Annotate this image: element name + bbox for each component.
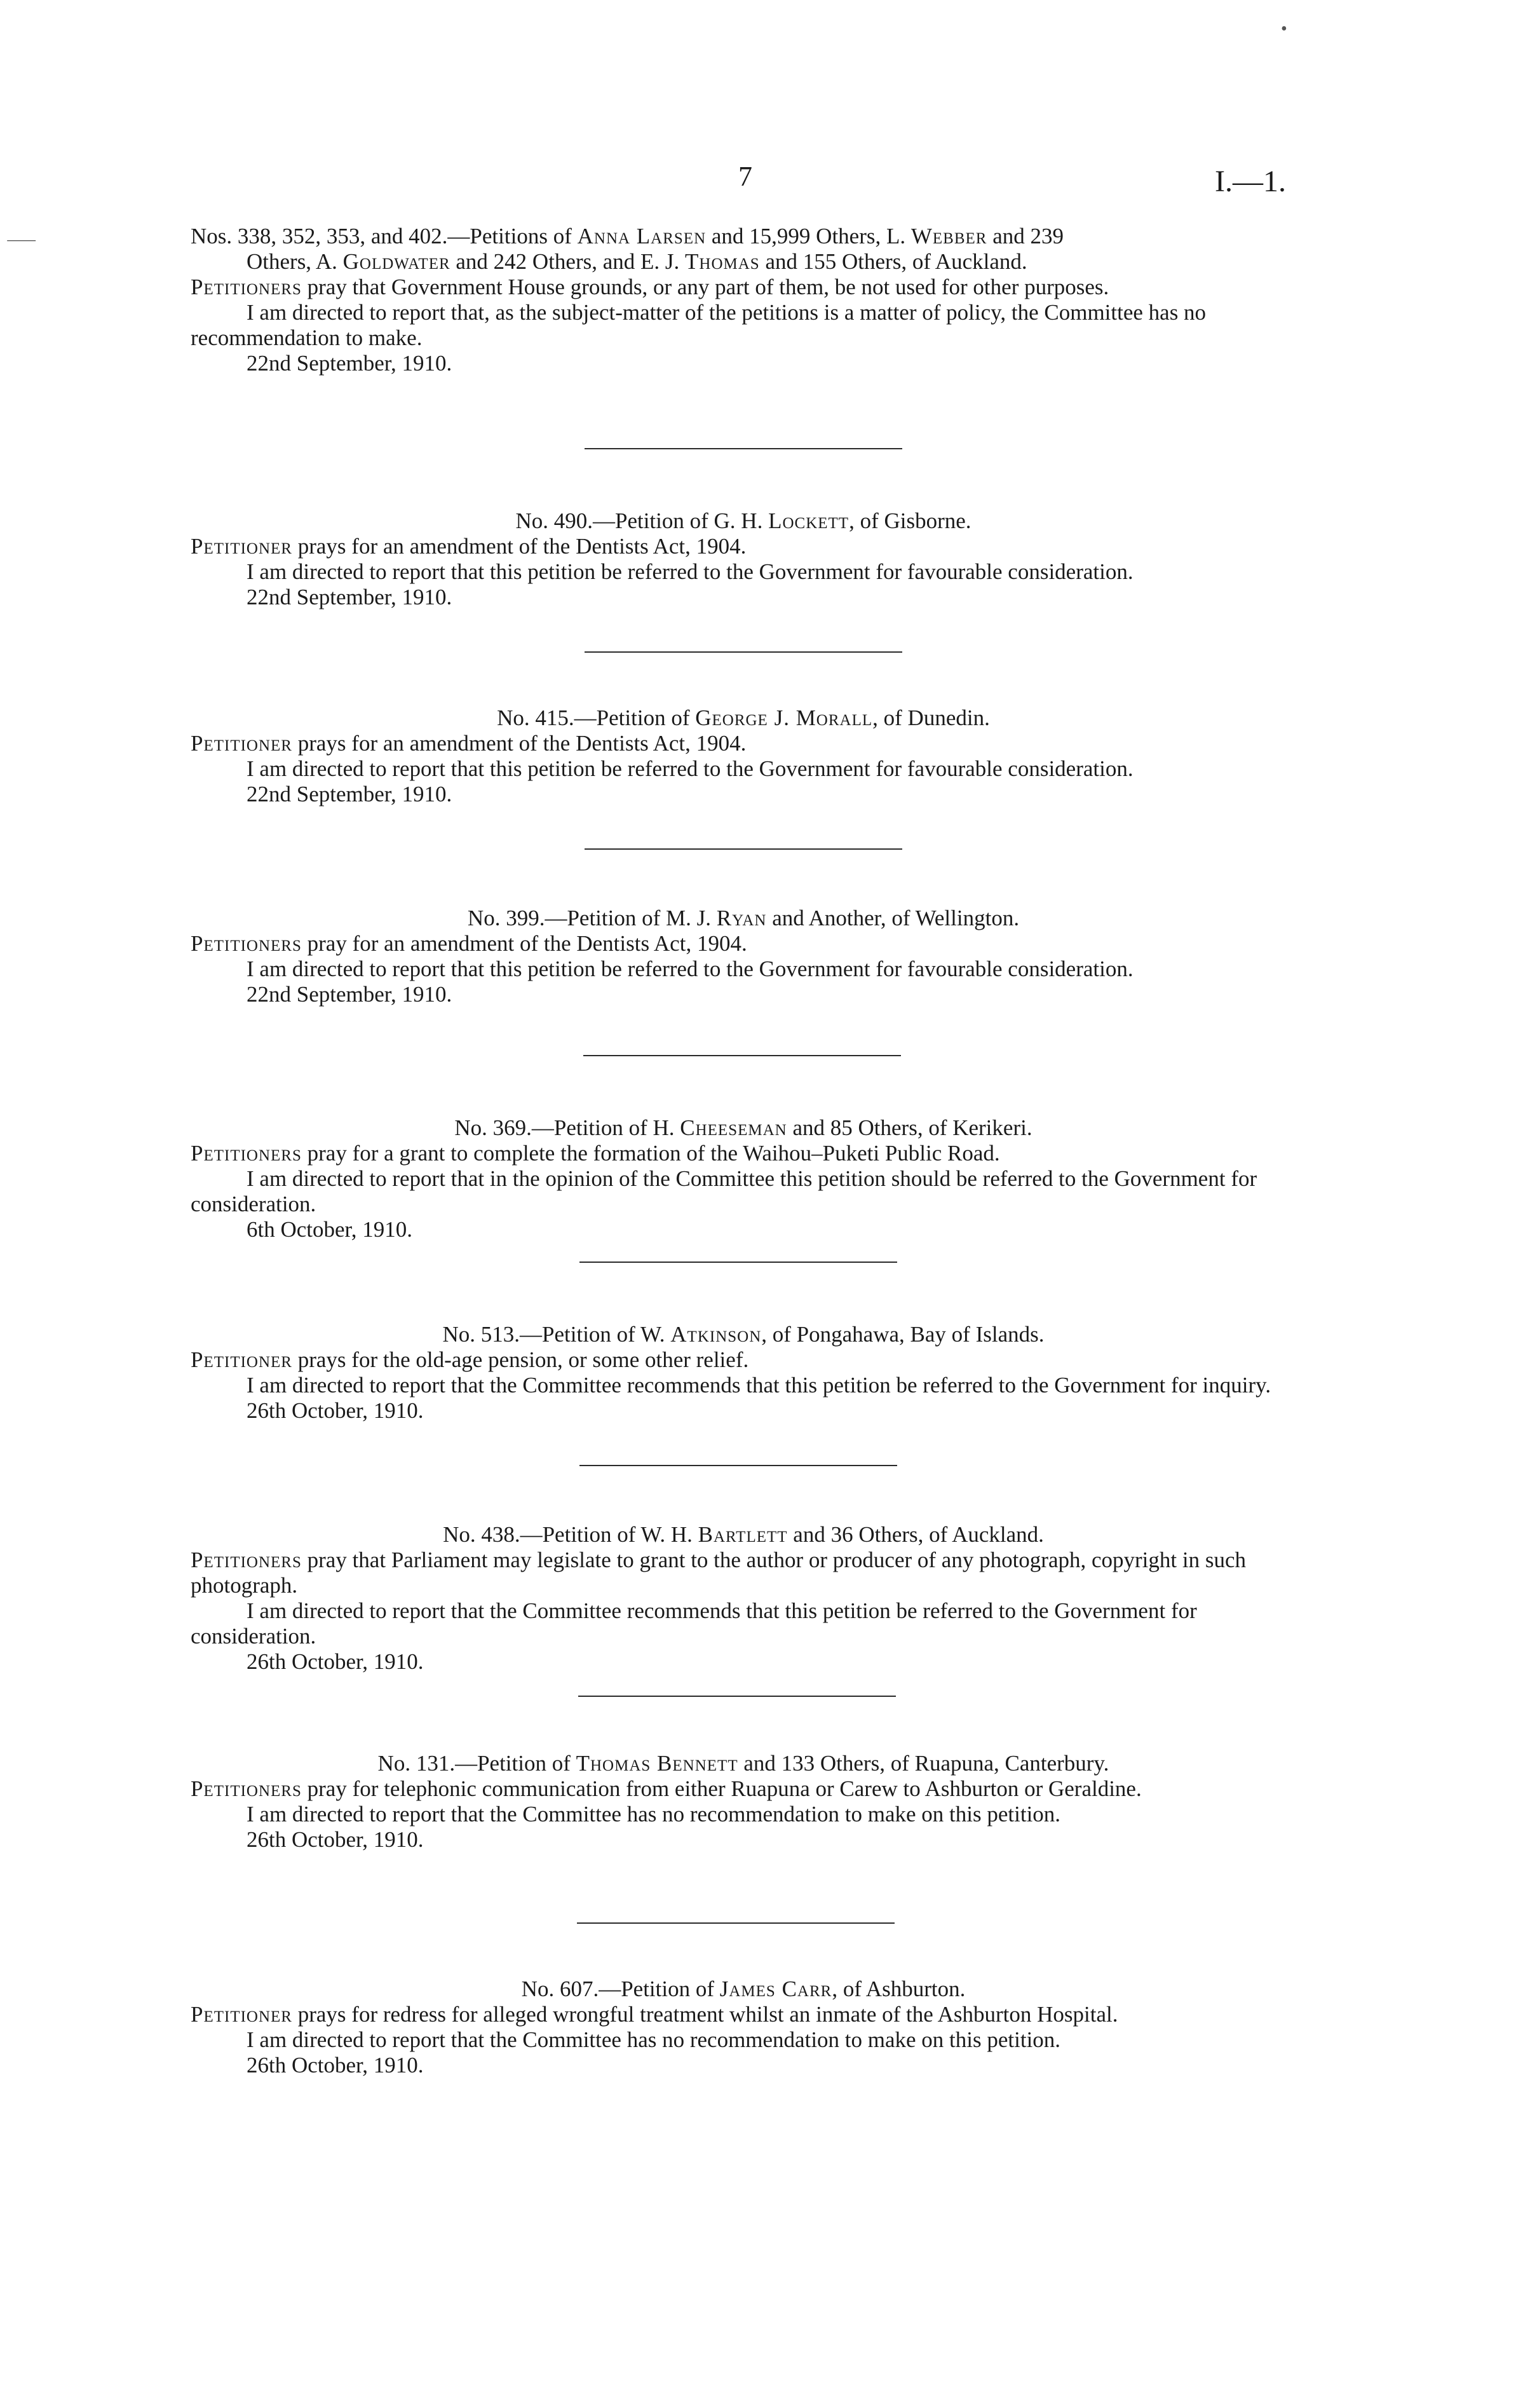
entry-date: 26th October, 1910. (247, 1649, 424, 1674)
entry-title: No. 513.—Petition of W. Atkinson, of Pongahawa, Bay of Islands. (442, 1322, 1045, 1347)
petition-entry (191, 1522, 1296, 1675)
entry-title: No. 369.—Petition of H. Cheeseman and 85 Others, of Kerikeri. (454, 1115, 1032, 1140)
petitioner-name: Thomas Bennett (576, 1751, 738, 1776)
petitioner-name: James Carr (719, 1976, 832, 2001)
petitioner-name: Anna Larsen (577, 224, 707, 248)
petition-entry (191, 1115, 1296, 1242)
entry-title: No. 438.—Petition of W. H. Bartlett and 36 Others, of Auckland. (443, 1522, 1044, 1547)
entry-report: I am directed to report that, as the subject-matter of the petitions is a matter of policy, the Committee has no recommendation to make. (191, 300, 1207, 350)
entry-report: I am directed to report that this petition be referred to the Government for favourable consideration. (247, 559, 1134, 584)
entry-prayer: Petitioners pray for an amendment of the Dentists Act, 1904. (191, 931, 747, 956)
entry-prayer: Petitioners pray for telephonic communication from either Ruapuna or Carew to Ashburton or Geraldine. (191, 1776, 1142, 1801)
entry-prayer: Petitioner prays for redress for alleged wrongful treatment whilst an inmate of the Ashburton Hospital. (191, 2002, 1118, 2027)
petition-entry (191, 705, 1296, 807)
entry-date: 26th October, 1910. (247, 1398, 424, 1423)
page-number: 7 (738, 161, 752, 192)
petition-entry (191, 508, 1296, 610)
entry-prayer: Petitioners pray that Government House grounds, or any part of them, be not used for other purposes. (191, 275, 1109, 299)
petition-entry-338 (191, 224, 1296, 376)
entry-report: I am directed to report that the Committee has no recommendation to make on this petition. (247, 2027, 1061, 2052)
section-divider (585, 651, 902, 653)
entry-title: Nos. 338, 352, 353, and 402.—Petitions of Anna Larsen and 15,999 Others, L. Webber and 239 (191, 224, 1064, 248)
petition-entry (191, 1322, 1296, 1424)
entry-date: 22nd September, 1910. (247, 351, 452, 376)
entry-date: 22nd September, 1910. (247, 585, 452, 609)
section-divider (579, 1465, 897, 1466)
petition-entry (191, 906, 1296, 1007)
entry-report: I am directed to report that the Committee recommends that this petition be referred to the Government for inquiry. (247, 1373, 1271, 1398)
entry-date: 6th October, 1910. (247, 1217, 413, 1242)
entry-title: No. 415.—Petition of George J. Morall, of Dunedin. (497, 705, 990, 730)
entry-report: I am directed to report that the Committee has no recommendation to make on this petition. (247, 1802, 1061, 1826)
petitioner-name: Thomas (685, 249, 760, 274)
entry-title: No. 399.—Petition of M. J. Ryan and Another, of Wellington. (467, 906, 1020, 930)
entry-date: 26th October, 1910. (247, 2053, 424, 2078)
entry-title: No. 607.—Petition of James Carr, of Ashburton. (521, 1976, 966, 2001)
petition-entry (191, 1751, 1296, 1853)
entry-date: 26th October, 1910. (247, 1827, 424, 1852)
section-divider (578, 1696, 896, 1697)
petitioner-name: Cheeseman (680, 1115, 787, 1140)
entry-report: I am directed to report that this petition be referred to the Government for favourable consideration. (247, 756, 1134, 781)
petitioner-name: Goldwater (342, 249, 450, 274)
entry-date: 22nd September, 1910. (247, 982, 452, 1007)
entry-prayer: Petitioners pray for a grant to complete the formation of the Waihou–Puketi Public Road. (191, 1141, 1000, 1166)
entry-prayer: Petitioner prays for the old-age pension, or some other relief. (191, 1347, 749, 1372)
entry-title-continued: Others, A. Goldwater and 242 Others, and E. J. Thomas and 155 Others, of Auckland. (247, 249, 1027, 274)
entry-prayer: Petitioner prays for an amendment of the Dentists Act, 1904. (191, 731, 747, 756)
scan-mark: • (1281, 19, 1287, 39)
document-reference: I.—1. (1215, 165, 1286, 198)
petitioner-name: Lockett (768, 508, 849, 533)
entry-title: No. 131.—Petition of Thomas Bennett and 133 Others, of Ruapuna, Canterbury. (377, 1751, 1109, 1776)
entry-report: I am directed to report that the Committee recommends that this petition be referred to the Government for consideration. (191, 1598, 1197, 1649)
entry-date: 22nd September, 1910. (247, 782, 452, 806)
section-divider (579, 1262, 897, 1263)
petitioner-name: Webber (910, 224, 987, 248)
section-divider (585, 848, 902, 850)
petitioner-name: Bartlett (698, 1522, 788, 1547)
entry-prayer: Petitioners pray that Parliament may legislate to grant to the author or producer of any photograph, copyright in such photograph. (191, 1548, 1247, 1598)
petition-entry (191, 1976, 1296, 2078)
section-divider (585, 448, 902, 449)
entry-prayer: Petitioner prays for an amendment of the Dentists Act, 1904. (191, 534, 747, 559)
entry-report: I am directed to report that this petition be referred to the Government for favourable consideration. (247, 956, 1134, 981)
entry-title: No. 490.—Petition of G. H. Lockett, of Gisborne. (515, 508, 971, 533)
petitioner-name: George J. Morall (695, 705, 873, 730)
section-divider (583, 1055, 901, 1056)
petitioner-name: Ryan (716, 906, 767, 930)
petitioner-name: Atkinson (670, 1322, 762, 1347)
section-divider (577, 1922, 895, 1924)
entry-report: I am directed to report that in the opinion of the Committee this petition should be referred to the Government for consideration. (191, 1166, 1257, 1216)
scan-mark: ⸺ (6, 230, 37, 250)
